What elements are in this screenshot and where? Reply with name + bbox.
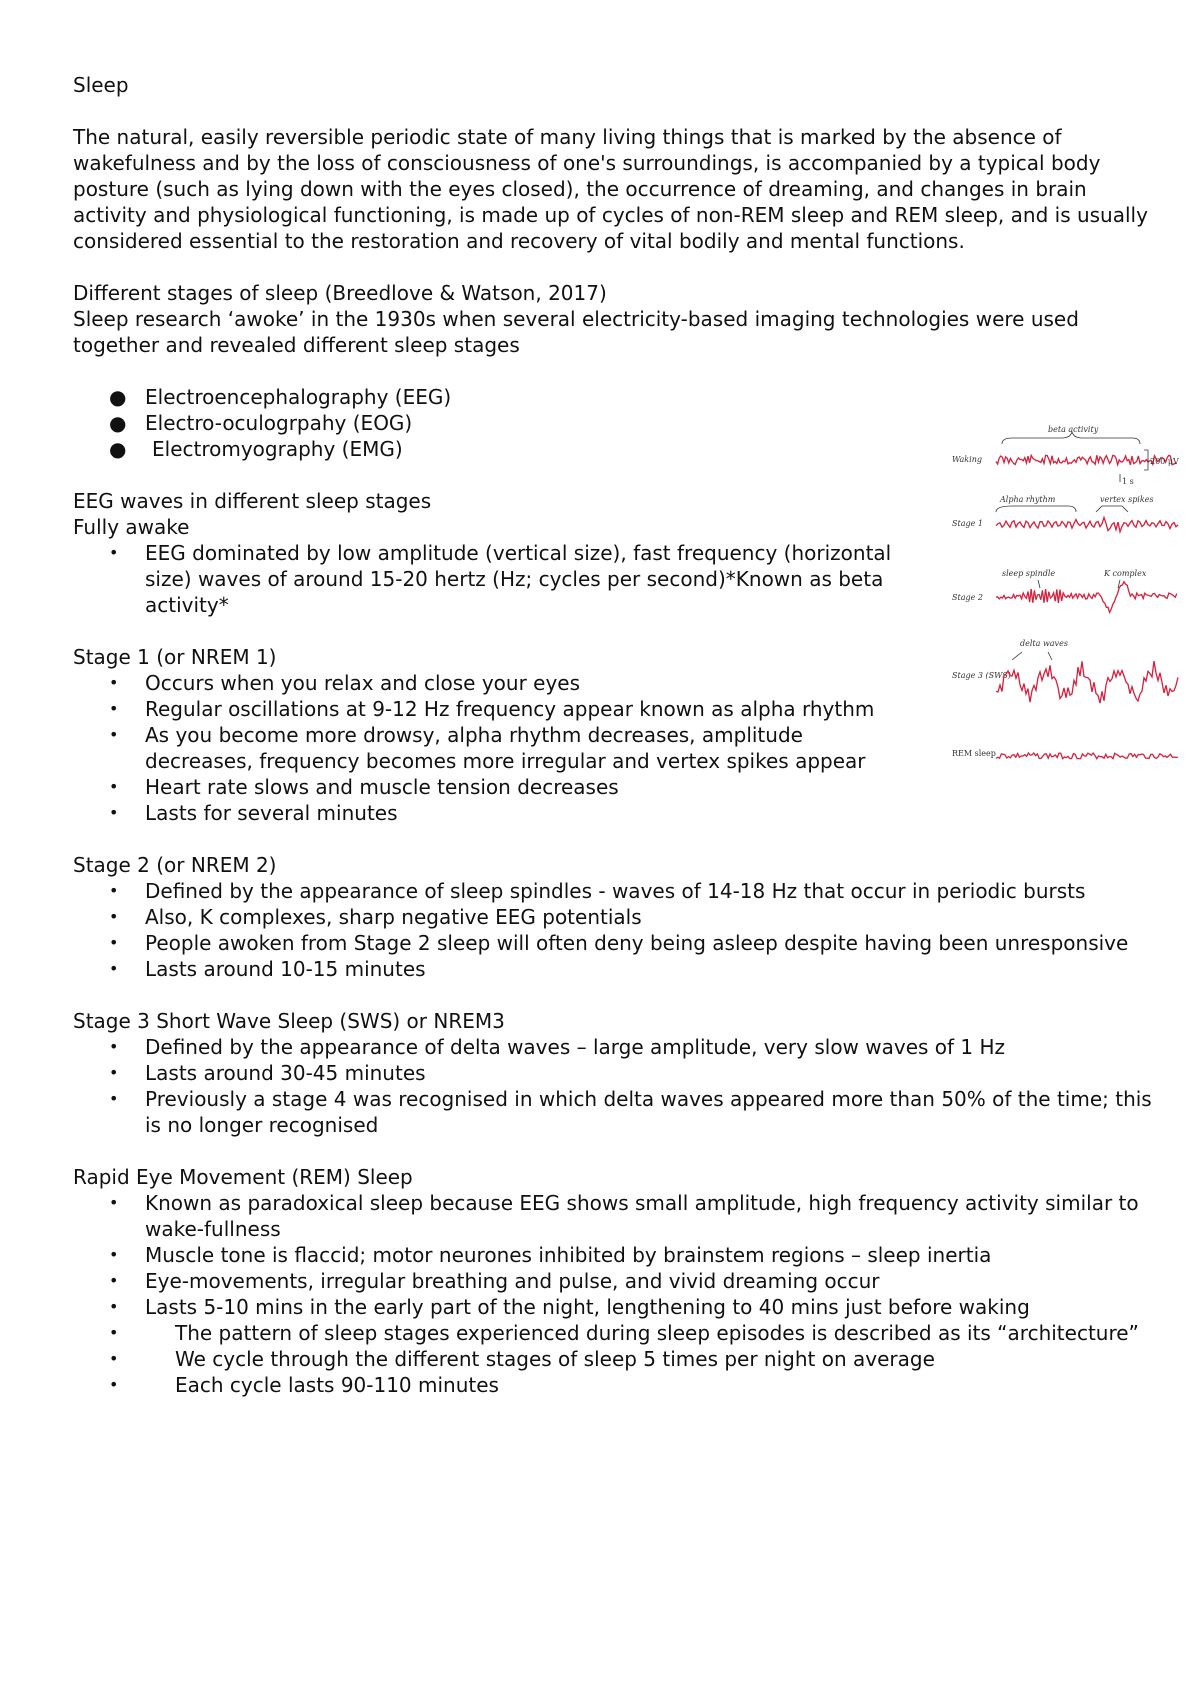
stage2-trace (996, 582, 1177, 613)
waking-label: Waking (952, 455, 982, 464)
bullet-icon: • (109, 1089, 119, 1108)
bullet-icon: • (109, 725, 119, 744)
stage1-label: Stage 1 (952, 519, 983, 528)
list-item: • EEG dominated by low amplitude (vertical size), fast frequency (horizontal size) waves of around 15-20 hertz (Hz; cycles per second)*Known as beta activity* (109, 541, 892, 617)
eeg-heading: EEG waves in different sleep stages (73, 489, 432, 513)
bullet-icon: • (109, 543, 119, 562)
stage2-list (73, 878, 1153, 982)
sleep-spindle-annotation: sleep spindle (1002, 569, 1056, 578)
stage2-heading: Stage 2 (or NREM 2) (73, 853, 277, 877)
awake-list (73, 540, 913, 618)
list-item: • Lasts around 10-15 minutes (109, 957, 426, 981)
list-item: ● Electroencephalography (EEG) (109, 385, 452, 409)
bullet-icon: • (109, 1063, 119, 1082)
bullet-icon: • (109, 1297, 119, 1316)
time-scale-label: 1 s (1122, 477, 1134, 486)
list-item: ● Electro-oculogrpahy (EOG) (109, 411, 413, 435)
eeg-figure-svg (952, 420, 1182, 790)
stage1-trace (996, 518, 1178, 532)
bullet-icon: • (109, 673, 119, 692)
bullet-icon: ● (109, 411, 127, 435)
list-item: • Defined by the appearance of sleep spindles - waves of 14-18 Hz that occur in periodic bursts (109, 879, 1086, 903)
list-item: • Eye-movements, irregular breathing and pulse, and vivid dreaming occur (109, 1269, 880, 1293)
bullet-icon: ● (109, 385, 127, 409)
list-item: • Defined by the appearance of delta waves – large amplitude, very slow waves of 1 Hz (109, 1035, 1006, 1059)
vertex-spikes-annotation: vertex spikes (1100, 495, 1154, 504)
bullet-icon: • (109, 933, 119, 952)
list-item: • Lasts for several minutes (109, 801, 398, 825)
bullet-icon: • (109, 1245, 119, 1264)
bullet-icon: • (109, 1349, 119, 1368)
alpha-rhythm-annotation: Alpha rhythm (1000, 495, 1056, 504)
rem-heading: Rapid Eye Movement (REM) Sleep (73, 1165, 413, 1189)
bullet-icon: • (109, 1323, 119, 1342)
delta-pointers (1012, 652, 1052, 660)
stage1-list (73, 670, 913, 826)
stage2-pointers (1038, 580, 1120, 588)
beta-activity-annotation: beta activity (1048, 425, 1099, 434)
list-item: • Occurs when you relax and close your eyes (109, 671, 581, 695)
list-item: • Previously a stage 4 was recognised in which delta waves appeared more than 50% of the time; this is no longer recognised (109, 1087, 1152, 1137)
alpha-bracket (996, 506, 1076, 512)
list-item: • Also, K complexes, sharp negative EEG potentials (109, 905, 642, 929)
beta-bracket (1002, 432, 1140, 444)
stage2-label: Stage 2 (952, 593, 983, 602)
stage3-heading: Stage 3 Short Wave Sleep (SWS) or NREM3 (73, 1009, 505, 1033)
list-item: • Each cycle lasts 90-110 minutes (109, 1373, 499, 1397)
list-item: • The pattern of sleep stages experienced during sleep episodes is described as its “architecture” (109, 1321, 1139, 1345)
list-item: • Regular oscillations at 9-12 Hz frequency appear known as alpha rhythm (109, 697, 875, 721)
bullet-icon: • (109, 881, 119, 900)
bullet-icon: • (109, 1271, 119, 1290)
bullet-icon: • (109, 1375, 119, 1394)
rem-trace (996, 753, 1178, 759)
bullet-icon: • (109, 1037, 119, 1056)
rem-list (73, 1190, 1153, 1398)
stage3-list (73, 1034, 1153, 1138)
list-item: • Lasts around 30-45 minutes (109, 1061, 426, 1085)
bullet-icon: • (109, 699, 119, 718)
bullet-icon: ● (109, 437, 127, 461)
vertex-bracket (1096, 506, 1128, 512)
bullet-icon: • (109, 1193, 119, 1212)
bullet-icon: • (109, 803, 119, 822)
sleep-definition: The natural, easily reversible periodic state of many living things that is marked by the absence of wakefulness and by the loss of consciousness of one's surroundings, is accompanied by a typical body posture (such as lying down with the eyes closed), the occurrence of dreaming, and changes in brain activity and physiological functioning, is made up of cycles of non-REM sleep and REM sleep, and is usually considered essential to the restoration and recovery of vital bodily and mental functions. (73, 125, 1148, 253)
rem-label: REM sleep (952, 749, 996, 758)
list-item: • People awoken from Stage 2 sleep will often deny being asleep despite having been unresponsive (109, 931, 1129, 955)
research-paragraph: Sleep research ‘awoke’ in the 1930s when several electricity-based imaging technologies were used together and revealed different sleep stages (73, 307, 1079, 357)
document-title: Sleep (73, 73, 129, 97)
list-item: • We cycle through the different stages of sleep 5 times per night on average (109, 1347, 935, 1371)
stage1-heading: Stage 1 (or NREM 1) (73, 645, 277, 669)
list-item: • Known as paradoxical sleep because EEG shows small amplitude, high frequency activity similar to wake-fullness (109, 1191, 1139, 1241)
list-item: • Muscle tone is flaccid; motor neurones inhibited by brainstem regions – sleep inertia (109, 1243, 992, 1267)
stages-heading: Different stages of sleep (Breedlove & Watson, 2017) (73, 281, 607, 305)
bullet-icon: • (109, 777, 119, 796)
eeg-stages-figure (952, 420, 1182, 790)
list-item: ● Electromyography (EMG) (109, 437, 403, 461)
stage3-trace (996, 661, 1178, 703)
list-item: • Lasts 5-10 mins in the early part of the night, lengthening to 40 mins just before waking (109, 1295, 1030, 1319)
bullet-icon: • (109, 907, 119, 926)
list-item: • Heart rate slows and muscle tension decreases (109, 775, 619, 799)
amplitude-scale-label: 200 μV (1150, 457, 1179, 466)
k-complex-annotation: K complex (1104, 569, 1147, 578)
bullet-icon: • (109, 959, 119, 978)
awake-heading: Fully awake (73, 515, 190, 539)
list-item: • As you become more drowsy, alpha rhythm decreases, amplitude decreases, frequency becomes more irregular and vertex spikes appear (109, 723, 866, 773)
stage3-label: Stage 3 (SWS) (952, 671, 1011, 680)
delta-waves-annotation: delta waves (1020, 639, 1068, 648)
